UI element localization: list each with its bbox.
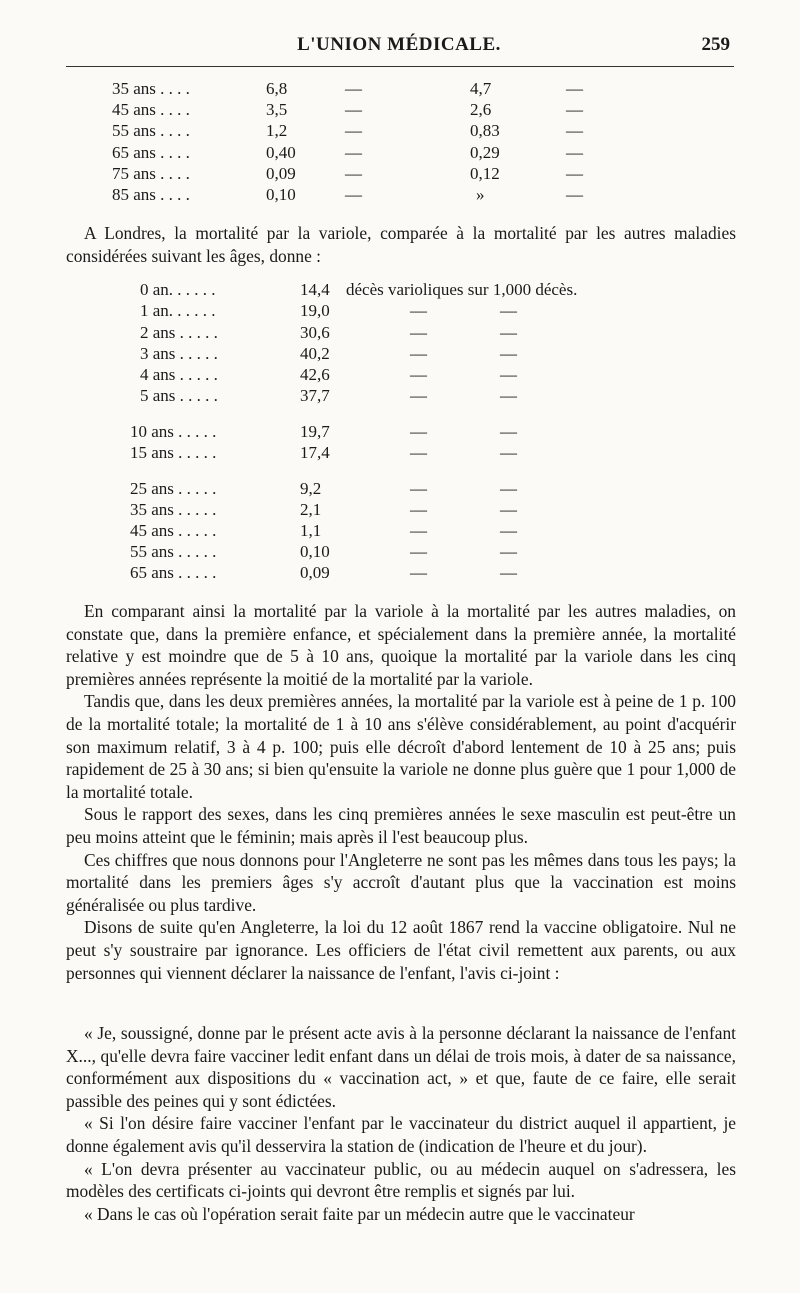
document-page: L'UNION MÉDICALE. 259 35 ans . . . . 6,8 — 4,7 — 45 ans . . . . 3,5 — 2,6 — 55 ans . . . . 1,2 — 0,83 — 65 ans . . . . 0,40 — 0,29 — 75 ans . . . . 0,09 — 0,12 — 85 ans . . . . 0,10 — » — A Londres, la mortalité par la variole, comparée à la mortalité par les autres maladies considérées suivant les âges, donne : 0 an. . . . . . 14,4 décès varioliques sur 1,000 décès. 1 an. . . . . . 19,0 — — 2 ans . . . . . 30,6 — — 3 ans . . . . . 40,2 — — 4 ans . . . . . 42,6 — — 5 ans . . . . . 37,7 — — 10 ans . . . . . 19,7 — — 15 ans . . . . . 17,4 — — 25 ans . . . . . 9,2 — — 35 ans . . . . . 2,1 — — 45 ans . . . . . 1,1 — — 55 ans . . . . . 0,10 — — 65 ans . . . . . 0,09 — — En comparant ainsi la mortalité par la variole à la mortalité par les autres maladies, on constate que, dans la première enfance, et spécialement dans la première année, la mortalité relative y est moindre que de 5 à 10 ans, quoique la mortalité par la variole dans les cinq premières années représente la moitié de la mortalité par la variole. Tandis que, dans les deux premières années, la mortalité par la variole est à peine de 1 p. 100 de la mortalité totale; la mortalité de 1 à 10 ans s'élève considérablement, au point d'acquérir son maximum relatif, 3 à 4 p. 100; puis elle décroît d'abord lentement de 10 à 25 ans; puis rapidement de 25 à 30 ans; si bien qu'ensuite la variole ne donne plus guère que 1 pour 1,000 de la mortalité totale. Sous le rapport des sexes, dans les cinq premières années le sexe masculin est peut-être un peu moins atteint que le féminin; mais après il l'est beaucoup plus. Ces chiffres que nous donnons pour l'Angleterre ne sont pas les mêmes dans tous les pays; la mortalité dans les premiers âges s'y accroît d'autant plus que la vaccination est moins généralisée ou plus tardive. Disons de suite qu'en Angleterre, la loi du 12 août 1867 rend la vaccine obligatoire. Nul ne peut s'y soustraire par ignorance. Les officiers de l'état civil remettent aux parents, ou aux personnes qui viennent déclarer la naissance de l'enfant, l'avis ci-joint : « Je, soussigné, donne par le présent acte avis à la personne déclarant la naissance de l'enfant X..., qu'elle devra faire vacciner ledit enfant dans un délai de trois mois, à dater de sa naissance, conformément aux dispositions du « vaccination act, » et que, faute de ce faire, elle serait passible des peines qui y sont édictées. « Si l'on désire faire vacciner l'enfant par le vaccinateur du district auquel il appartient, je donne également avis qu'il desservira la station de (indication de l'heure et du jour). « L'on devra présenter au vaccinateur public, ou au médecin auquel on s'adressera, les modèles des certificats ci-joints qui devront être remplis et signés par lui. « Dans le cas où l'opération serait faite par un médecin autre que le vaccinateur xyxy=(66,34,736,1224)
paragraph: « L'on devra présenter au vaccinateur public, ou au médecin auquel on s'adressera, les modèles des certificats ci-joints qui devront être remplis et signés par lui. xyxy=(66,1158,736,1202)
page-number: 259 xyxy=(701,34,730,55)
paragraph: Sous le rapport des sexes, dans les cinq premières années le sexe masculin est peut-être un peu moins atteint que le féminin; mais après il l'est beaucoup plus. xyxy=(66,804,736,847)
body-text xyxy=(66,600,736,984)
paragraph: « Si l'on désire faire vacciner l'enfant par le vaccinateur du district auquel il appartient, je donne également avis qu'il desservira la station de (indication de l'heure et du jour). xyxy=(66,1113,736,1156)
vaccination-notice-quote xyxy=(66,1022,736,1225)
header-rule xyxy=(66,66,734,67)
running-header xyxy=(64,34,734,64)
paragraph: « Je, soussigné, donne par le présent acte avis à la personne déclarant la naissance de l'enfant X..., qu'elle devra faire vacciner ledit enfant dans un délai de trois mois, à dater de sa naissance, conformément aux dispositions du « vaccination act, » et que, faute de ce faire, elle serait passible des peines qui y sont édictées. xyxy=(66,1023,736,1111)
paragraph: En comparant ainsi la mortalité par la variole à la mortalité par les autres maladies, on constate que, dans la première enfance, et spécialement dans la première année, la mortalité relative y est moindre que de 5 à 10 ans, quoique la mortalité par la variole dans les cinq premières années représente la moitié de la mortalité par la variole. xyxy=(66,601,736,689)
intro-paragraph: A Londres, la mortalité par la variole, comparée à la mortalité par les autres maladies considérées suivant les âges, donne : xyxy=(66,223,736,266)
journal-title: L'UNION MÉDICALE. xyxy=(297,34,501,55)
paragraph: Disons de suite qu'en Angleterre, la loi du 12 août 1867 rend la vaccine obligatoire. Nul ne peut s'y soustraire par ignorance. Les officiers de l'état civil remettent aux parents, ou aux personnes qui viennent déclarer la naissance de l'enfant, l'avis ci-joint : xyxy=(66,917,736,983)
paragraph: Tandis que, dans les deux premières années, la mortalité par la variole est à peine de 1 p. 100 de la mortalité totale; la mortalité de 1 à 10 ans s'élève considérablement, au point d'acquérir son maximum relatif, 3 à 4 p. 100; puis elle décroît d'abord lentement de 10 à 25 ans; puis rapidement de 25 à 30 ans; si bien qu'ensuite la variole ne donne plus guère que 1 pour 1,000 de la mortalité totale. xyxy=(66,691,736,802)
paragraph: Ces chiffres que nous donnons pour l'Angleterre ne sont pas les mêmes dans tous les pays; la mortalité dans les premiers âges s'y accroît d'autant plus que la vaccination est moins généralisée ou plus tardive. xyxy=(66,849,736,915)
paragraph: « Dans le cas où l'opération serait faite par un médecin autre que le vaccinateur xyxy=(84,1203,635,1224)
